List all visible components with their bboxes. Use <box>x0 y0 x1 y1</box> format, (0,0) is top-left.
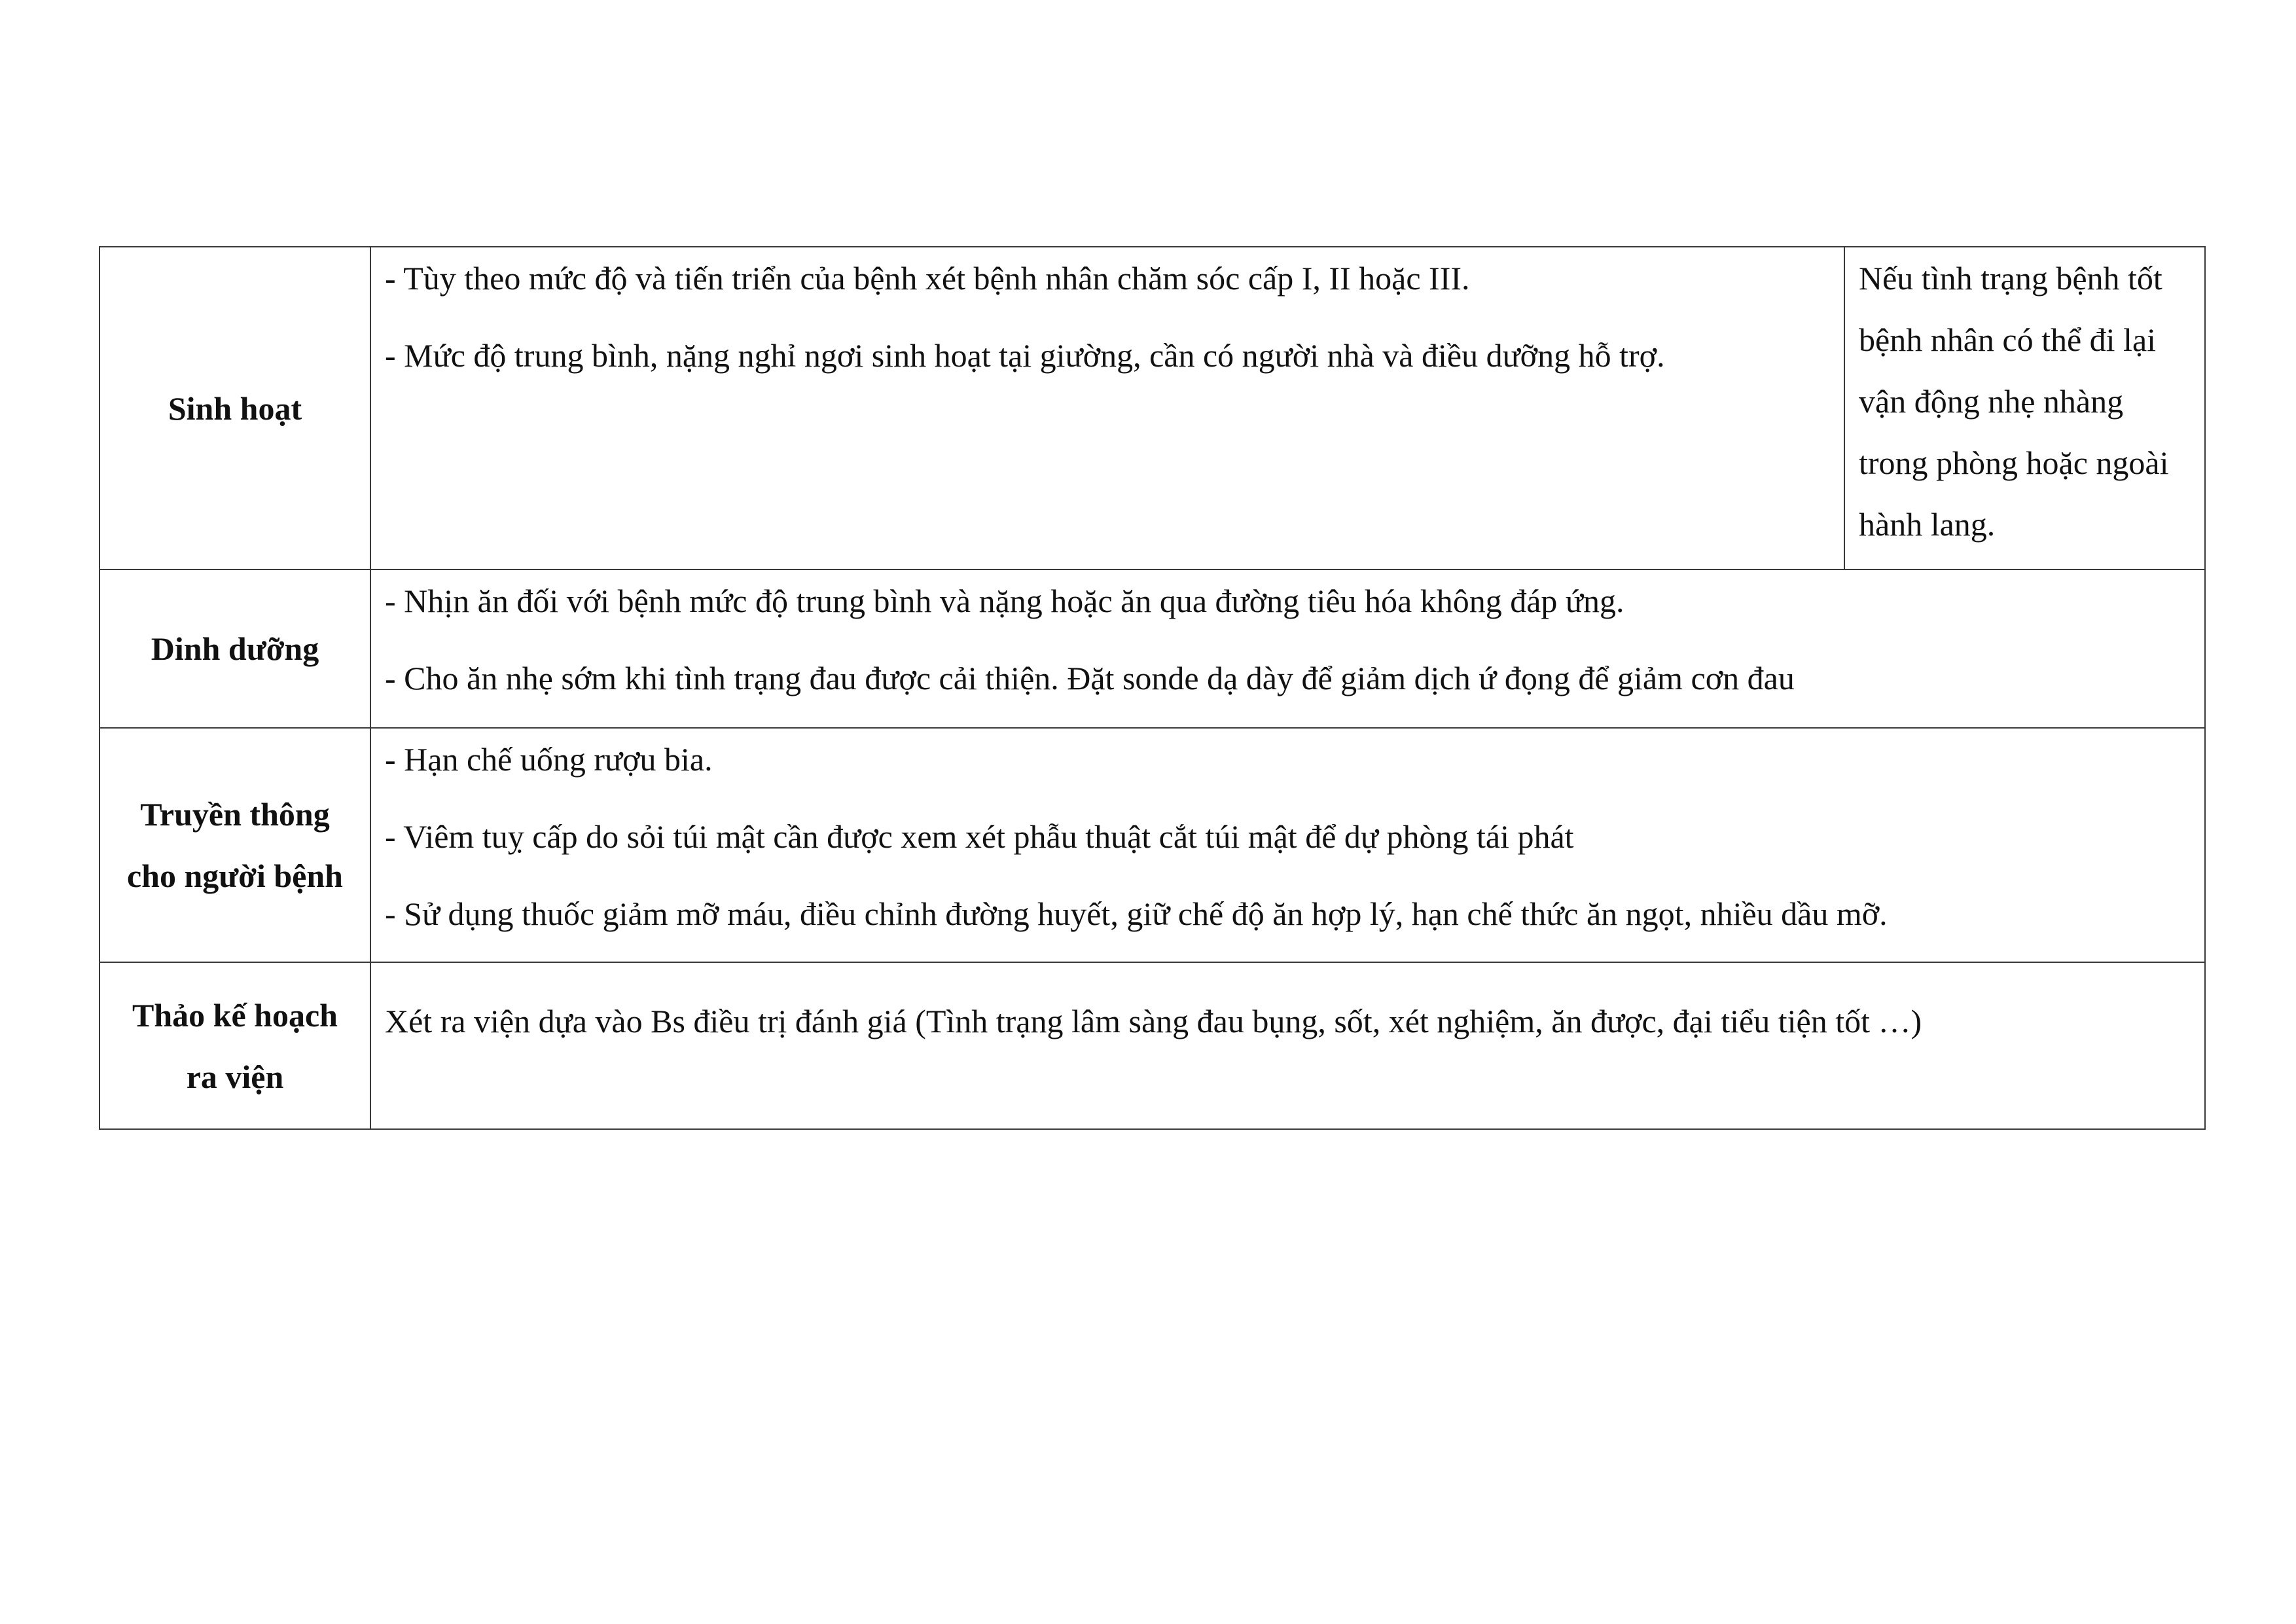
table-row <box>99 569 2205 728</box>
row-label-text: Sinh hoạt <box>168 389 302 427</box>
row-content <box>370 569 2205 728</box>
content-line: - Cho ăn nhẹ sớm khi tình trạng đau được cải thiện. Đặt sonde dạ dày để giảm dịch ứ đọng để giảm cơn đau <box>385 660 1795 696</box>
row-content <box>370 247 1844 569</box>
content-line: - Nhịn ăn đối với bệnh mức độ trung bình và nặng hoặc ăn qua đường tiêu hóa không đáp ứng. <box>385 583 1624 619</box>
row-label-text: Thảo kế hoạch <box>132 996 338 1034</box>
content-line: - Tùy theo mức độ và tiến triển của bệnh xét bệnh nhân chăm sóc cấp I, II hoặc III. <box>385 260 1470 297</box>
content-line: Xét ra viện dựa vào Bs điều trị đánh giá (Tình trạng lâm sàng đau bụng, sốt, xét nghiệm, ăn được, đại tiểu tiện tốt …) <box>385 1003 1922 1039</box>
content-line: - Mức độ trung bình, nặng nghỉ ngơi sinh hoạt tại giường, cần có người nhà và điều dưỡng hỗ trợ. <box>385 337 1665 374</box>
table-row <box>99 247 2205 569</box>
table-row <box>99 962 2205 1129</box>
row-note: Nếu tình trạng bệnh tốt bệnh nhân có thể đi lại vận động nhẹ nhàng trong phòng hoặc ngoài hành lang. <box>1844 247 2205 569</box>
row-label <box>99 728 370 962</box>
content-line: - Hạn chế uống rượu bia. <box>385 741 713 778</box>
care-plan-table <box>99 246 2206 1130</box>
row-label-text: cho người bệnh <box>126 857 343 894</box>
row-content <box>370 728 2205 962</box>
row-label-text: ra viện <box>186 1058 284 1095</box>
row-label <box>99 962 370 1129</box>
table-row <box>99 728 2205 962</box>
row-label <box>99 247 370 569</box>
content-line: - Viêm tuỵ cấp do sỏi túi mật cần được xem xét phẫu thuật cắt túi mật để dự phòng tái phát <box>385 818 1574 855</box>
row-content <box>370 962 2205 1129</box>
row-label-text: Dinh dưỡng <box>151 630 319 667</box>
row-label <box>99 569 370 728</box>
content-line: - Sử dụng thuốc giảm mỡ máu, điều chỉnh đường huyết, giữ chế độ ăn hợp lý, hạn chế thức ăn ngọt, nhiều dầu mỡ. <box>385 895 1888 932</box>
row-label-text: Truyền thông <box>140 796 330 833</box>
